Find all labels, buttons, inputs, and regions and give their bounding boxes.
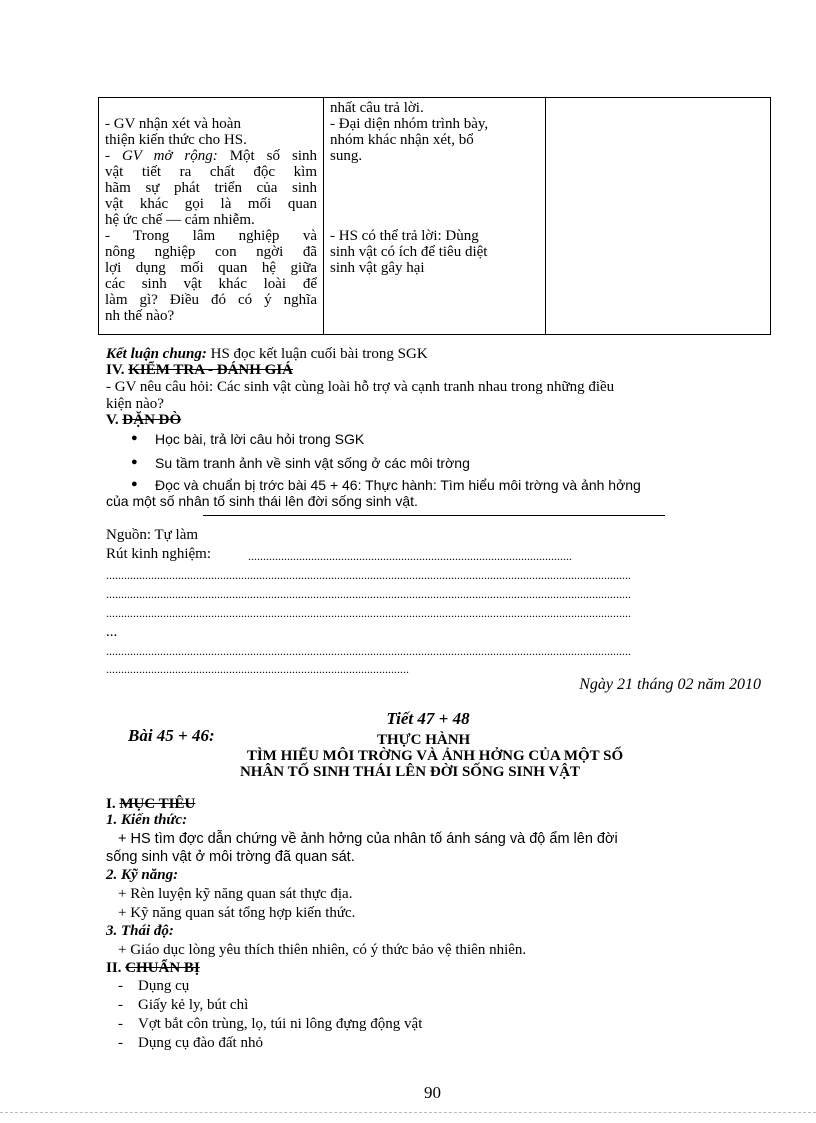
lesson-type: THỰC HÀNH bbox=[377, 732, 471, 748]
table-cell-line: - HS có thể trả lời: Dùng bbox=[330, 228, 479, 244]
table-cell-line: vật tiết ra chất độc kìm bbox=[105, 164, 317, 180]
preparation-item: - Giấy kẻ ly, bút chì bbox=[118, 997, 249, 1013]
conclusion bbox=[106, 346, 428, 362]
source-line: Nguồn: Tự làm bbox=[106, 527, 199, 543]
table-cell-line: - Trong lâm nghiệp và bbox=[105, 228, 317, 244]
preparation-item-text: Vợt bắt côn trùng, lọ, túi ni lông đựng động vật bbox=[138, 1016, 423, 1032]
table-cell-line bbox=[105, 148, 317, 164]
knowledge-label: 1. Kiến thức: bbox=[106, 812, 188, 828]
section-number: IV. bbox=[106, 362, 129, 378]
section-heading-preparation bbox=[106, 960, 200, 976]
table-cell-line: lợi dụng mối quan hệ giữa bbox=[105, 260, 317, 276]
experience-line bbox=[106, 546, 211, 562]
dotted-line: ............................................................................................................................................................................... bbox=[106, 568, 631, 582]
preparation-item-text: Giấy kẻ ly, bút chì bbox=[138, 997, 249, 1013]
table-cell-line bbox=[105, 100, 317, 116]
table-cell-line: hãm sự phát triển của sinh bbox=[105, 180, 317, 196]
lesson-title-line2: NHÂN TỐ SINH THÁI LÊN ĐỜI SỐNG SINH VẬT bbox=[239, 764, 581, 780]
dotted-fill: ............................................................................................................ bbox=[248, 549, 572, 563]
homework-item: Su tầm tranh ảnh về sinh vật sống ở các môi trờng bbox=[155, 455, 470, 471]
section-number: V. bbox=[106, 412, 123, 428]
gv-prefix: - bbox=[105, 148, 122, 164]
lesson-title-line1: TÌM HIỂU MÔI TRỜNG VÀ ẢNH HỞNG CỦA MỘT SỐ bbox=[246, 748, 624, 764]
section-heading-homework bbox=[106, 412, 181, 428]
attitude-label: 3. Thái độ: bbox=[106, 923, 174, 939]
section-title: MỤC TIÊU bbox=[119, 796, 196, 812]
dotted-line: ..................................................................................................... bbox=[106, 662, 409, 676]
experience-label: Rút kinh nghiệm: bbox=[106, 546, 211, 562]
bullet-icon: ● bbox=[131, 432, 138, 444]
lesson-label: Bài 45 + 46: bbox=[128, 726, 215, 745]
bullet-icon: ● bbox=[131, 478, 138, 490]
table-cell-line: nh thế nào? bbox=[105, 308, 175, 324]
assessment-question: - GV nêu câu hỏi: Các sinh vật cùng loài hỗ trợ và cạnh tranh nhau trong những điều bbox=[106, 379, 615, 395]
section-title: KIỂM TRA - ĐÁNH GIÁ bbox=[128, 362, 293, 378]
conclusion-label: Kết luận chung: bbox=[106, 346, 207, 362]
preparation-item: - Dụng cụ bbox=[118, 978, 190, 994]
table-cell-line: vật khác gọi là mối quan bbox=[105, 196, 317, 212]
knowledge-item: + HS tìm đợc dẫn chứng về ảnh hởng của nhân tố ánh sáng và độ ẩm lên đời bbox=[118, 831, 618, 847]
knowledge-item-cont: sống sinh vật ở môi trờng đã quan sát. bbox=[106, 849, 355, 865]
homework-item-cont: của một số nhân tố sinh thái lên đời sống sinh vật. bbox=[106, 493, 418, 509]
conclusion-text: HS đọc kết luận cuối bài trong SGK bbox=[206, 346, 428, 362]
assessment-question-cont: kiện nào? bbox=[106, 396, 164, 412]
section-title: DẶN DÒ bbox=[122, 412, 182, 428]
table-cell-line: hệ ức chế — cảm nhiễm. bbox=[105, 212, 255, 228]
dotted-line: ............................................................................................................................................................................... bbox=[106, 606, 631, 620]
skills-label: 2. Kỹ năng: bbox=[106, 867, 179, 883]
table-cell-line: - GV nhận xét và hoàn bbox=[105, 116, 241, 132]
skill-item: + Kỹ năng quan sát tổng hợp kiến thức. bbox=[118, 905, 356, 921]
table-cell-line: thiện kiến thức cho HS. bbox=[105, 132, 247, 148]
page-border bbox=[0, 1112, 816, 1113]
period-title: Tiết 47 + 48 bbox=[386, 709, 470, 728]
homework-item: Học bài, trả lời câu hỏi trong SGK bbox=[155, 431, 365, 447]
dotted-line: ............................................................................................................................................................................... bbox=[106, 587, 631, 601]
table-cell-line bbox=[330, 212, 539, 228]
preparation-item: - Dụng cụ đào đất nhỏ bbox=[118, 1035, 263, 1051]
table-cell-line: - Đại diện nhóm trình bày, bbox=[330, 116, 489, 132]
table-cell-line: sung. bbox=[330, 148, 363, 164]
table-student-column bbox=[324, 98, 546, 334]
ellipsis: ... bbox=[106, 624, 118, 640]
table-cell-line: làm gì? Điều đó có ý nghĩa bbox=[105, 292, 317, 308]
skill-item: + Rèn luyện kỹ năng quan sát thực địa. bbox=[118, 886, 353, 902]
section-heading-objectives bbox=[106, 796, 195, 812]
table-cell-line: sinh vật có ích để tiêu diệt bbox=[330, 244, 488, 260]
gv-expand-label: GV mở rộng: bbox=[121, 148, 218, 164]
section-heading-assessment bbox=[106, 362, 293, 378]
lesson-date: Ngày 21 tháng 02 năm 2010 bbox=[579, 676, 761, 693]
table-teacher-column bbox=[99, 98, 324, 334]
section-number: II. bbox=[106, 960, 126, 976]
page-number: 90 bbox=[424, 1083, 441, 1102]
table-notes-column bbox=[546, 98, 770, 334]
activity-table bbox=[98, 97, 771, 335]
bullet-icon: ● bbox=[131, 456, 138, 468]
table-cell-line bbox=[330, 196, 539, 212]
preparation-item-text: Dụng cụ đào đất nhỏ bbox=[138, 1035, 263, 1051]
section-title: CHUẨN BỊ bbox=[125, 960, 200, 976]
attitude-item: + Giáo dục lòng yêu thích thiên nhiên, có ý thức bảo vệ thiên nhiên. bbox=[118, 942, 527, 958]
preparation-item: - Vợt bắt côn trùng, lọ, túi ni lông đựng động vật bbox=[118, 1016, 423, 1032]
divider bbox=[203, 515, 665, 516]
table-cell-line: nhóm khác nhận xét, bổ bbox=[330, 132, 474, 148]
preparation-item-text: Dụng cụ bbox=[138, 978, 190, 994]
gv-expand-text: Một số sinh bbox=[217, 148, 317, 164]
table-cell-line: sinh vật gây hại bbox=[330, 260, 425, 276]
table-cell-line: nhất câu trả lời. bbox=[330, 100, 424, 116]
table-cell-line bbox=[330, 180, 539, 196]
dotted-line: ............................................................................................................................................................................... bbox=[106, 644, 631, 658]
table-cell-line: nông nghiệp con ngời đã bbox=[105, 244, 317, 260]
table-cell-line bbox=[330, 164, 539, 180]
table-cell-line: các sinh vật khác loài để bbox=[105, 276, 317, 292]
section-number: I. bbox=[106, 796, 120, 812]
homework-item: Đọc và chuẩn bị trớc bài 45 + 46: Thực hành: Tìm hiểu môi trờng và ảnh hởng bbox=[155, 477, 641, 493]
